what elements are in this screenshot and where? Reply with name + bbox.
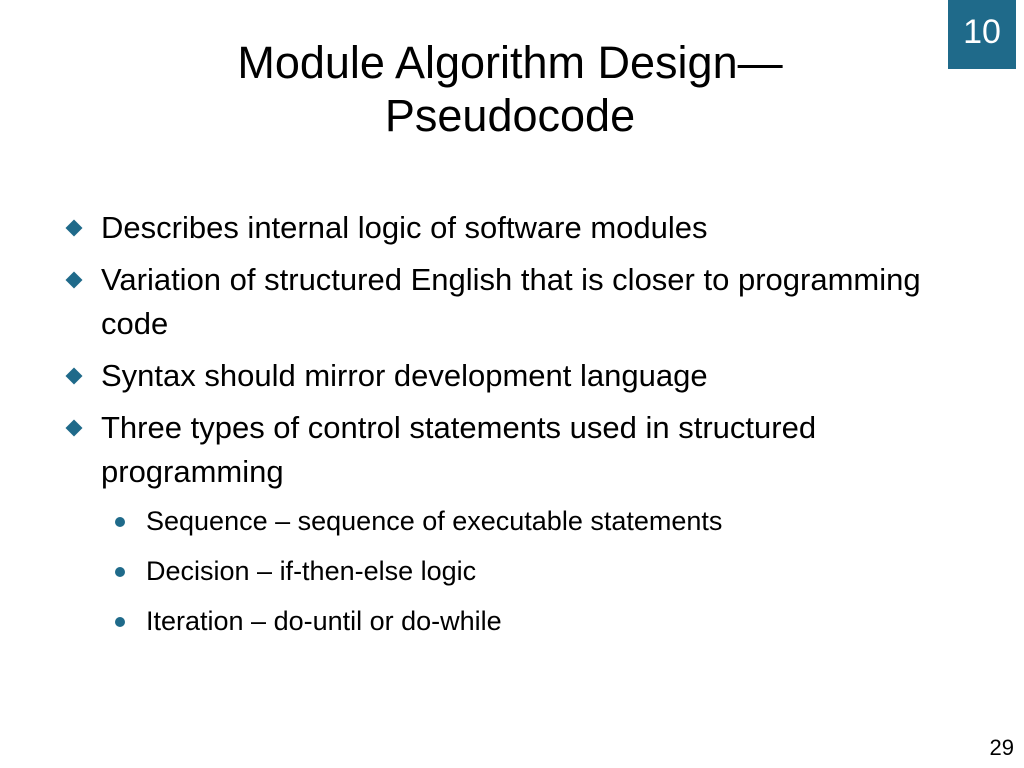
sub-bullet-text: Decision – if-then-else logic [146,556,477,586]
bullet-text: Describes internal logic of software modules [101,210,708,245]
bullet-text: Syntax should mirror development language [101,358,708,393]
bullet-item [60,206,980,250]
sub-bullet-text: Sequence – sequence of executable statements [146,506,723,536]
bullet-item [60,258,980,346]
bullet-text: Variation of structured English that is closer to programming code [101,262,921,341]
sub-bullet-list [101,500,980,642]
bullet-text: Three types of control statements used in structured programming [101,410,817,489]
dot-bullet-icon [115,617,125,627]
page-number: 29 [989,735,1014,760]
sub-bullet-item [101,600,980,642]
dot-bullet-icon [115,517,125,527]
diamond-bullet-icon [66,420,83,437]
bullet-item [60,354,980,398]
chapter-number-badge: 10 [948,0,1016,69]
dot-bullet-icon [115,567,125,577]
sub-bullet-item [101,500,980,542]
diamond-bullet-icon [66,220,83,237]
slide-title [110,36,910,142]
bullet-list [60,206,980,650]
diamond-bullet-icon [66,368,83,385]
diamond-bullet-icon [66,272,83,289]
sub-bullet-text: Iteration – do-until or do-while [146,606,502,636]
sub-bullet-item [101,550,980,592]
title-line-2: Pseudocode [384,90,636,141]
bullet-item [60,406,980,642]
title-line-1: Module Algorithm Design— [237,37,783,88]
